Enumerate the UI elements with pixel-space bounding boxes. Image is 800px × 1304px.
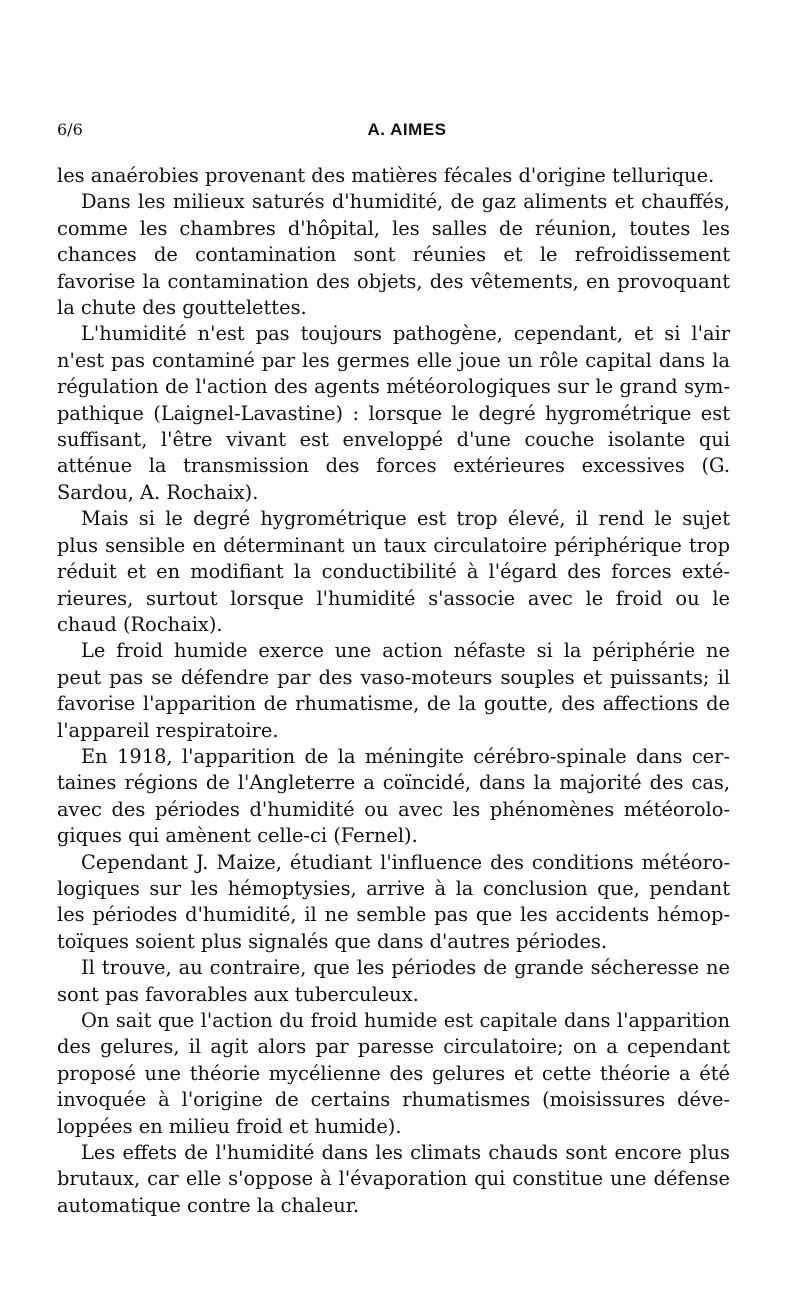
paragraph: Dans les milieux saturés d'humidité, de gaz aliments et chauffés, comme les chambres d'hôpital, les salles de réunion, toutes les chances de contamination sont réunies et le refroidissement favorise la contamination des objets, des vêtements, en provoquant la chute des gouttelettes. (57, 190, 730, 320)
paragraph: En 1918, l'apparition de la méningite cérébro-spinale dans certaines régions de l'Angleterre a coïncidé, dans la majorité des cas, avec des périodes d'humidité ou avec les phénomènes météorologiques qui amènent celle-ci (Fernel). (57, 744, 730, 848)
paragraph-continuation: les anaérobies provenant des matières fécales d'origine tellurique. (57, 164, 715, 187)
paragraph: Le froid humide exerce une action néfaste si la périphérie ne peut pas se défendre par des vaso-moteurs souples et puissants; il favorise l'apparition de rhumatisme, de la goutte, des affections de l'appareil respiratoire. (57, 639, 730, 742)
paragraph: Il trouve, au contraire, que les périodes de grande sécheresse ne sont pas favorables aux tuberculeux. (57, 956, 730, 1006)
paragraph: Cependant J. Maize, étudiant l'influence des conditions météorologiques sur les hémoptysies, arrive à la conclusion que, pendant les périodes d'humidité, il ne semble pas que les accidents hémoptoïques soient plus signalés que dans d'autres périodes. (57, 850, 730, 953)
page-number: 6/6 (57, 120, 83, 139)
paragraph: On sait que l'action du froid humide est capitale dans l'apparition des gelures, il agit alors par paresse circulatoire; on a cependant proposé une théorie mycélienne des gelures et cette théorie a été invoquée à l'origine de certains rhumatismes (moisissures développées en milieu froid et humide). (57, 1009, 730, 1138)
paragraph: Mais si le degré hygrométrique est trop élevé, il rend le sujet plus sensible en déterminant un taux circulatoire périphérique trop réduit et en modifiant la conductibilité à l'égard des forces extérieures, surtout lorsque l'humidité s'associe avec le froid ou le chaud (Rochaix). (57, 507, 730, 636)
body-text (57, 163, 730, 1219)
running-head-author: A. AIMES (367, 120, 447, 139)
paragraph: Les effets de l'humidité dans les climats chauds sont encore plus brutaux, car elle s'oppose à l'évaporation qui constitue une défense automatique contre la chaleur. (57, 1141, 730, 1217)
page-header (57, 120, 757, 144)
paragraph: L'humidité n'est pas toujours pathogène, cependant, et si l'air n'est pas contaminé par les germes elle joue un rôle capital dans la régulation de l'action des agents météorologiques sur le grand sympathique (Laignel-Lavastine) : lorsque le degré hygrométrique est suffisant, l'être vivant est enveloppé d'une couche isolante qui atténue la transmission des forces extérieures excessives (G. Sardou, A. Rochaix). (57, 322, 730, 504)
